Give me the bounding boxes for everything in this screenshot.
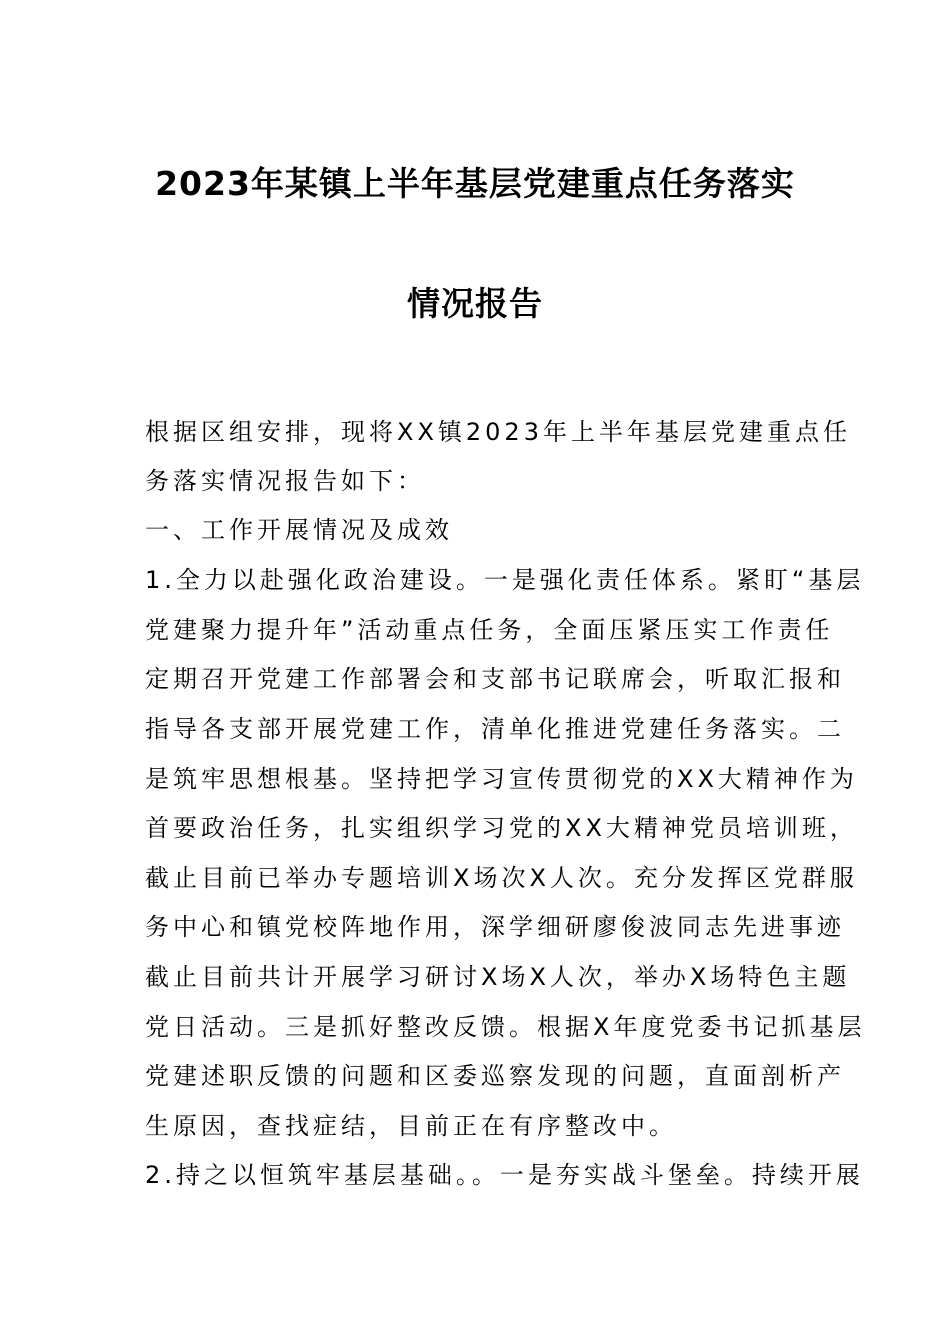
section-heading-1: 一、工作开展情况及成效 — [145, 516, 453, 544]
body-line-16: 2.持之以恒筑牢基层基础。。一是夯实战斗堡垒。持续开展 — [145, 1161, 864, 1189]
body-line-7: 指导各支部开展党建工作，清单化推进党建任务落实。二 — [145, 715, 845, 743]
body-line-11: 务中心和镇党校阵地作用，深学细研廖俊波同志先进事迹 — [145, 913, 845, 941]
body-line-10: 截止目前已举办专题培训X场次X人次。充分发挥区党群服 — [145, 864, 858, 892]
body-line-12: 截止目前共计开展学习研讨X场X人次，举办X场特色主题 — [145, 963, 851, 991]
body-line-8: 是筑牢思想根基。坚持把学习宣传贯彻党的XX大精神作为 — [145, 765, 858, 793]
body-line-15: 生原因，查找症结，目前正在有序整改中。 — [145, 1112, 677, 1140]
body-line-9: 首要政治任务，扎实组织学习党的XX大精神党员培训班， — [145, 814, 858, 842]
body-line-13: 党日活动。三是抓好整改反馈。根据X年度党委书记抓基层 — [145, 1013, 866, 1041]
document-title-line-2: 情况报告 — [407, 284, 543, 323]
body-line-4: 1.全力以赴强化政治建设。一是强化责任体系。紧盯“基层 — [145, 566, 865, 594]
body-line-1: 根据区组安排，现将XX镇2023年上半年基层党建重点任 — [145, 418, 851, 446]
body-line-6: 定期召开党建工作部署会和支部书记联席会，听取汇报和 — [145, 665, 845, 693]
body-line-14: 党建述职反馈的问题和区委巡察发现的问题，直面剖析产 — [145, 1062, 845, 1090]
document-title-line-1: 2023年某镇上半年基层党建重点任务落实 — [155, 164, 795, 203]
body-line-5: 党建聚力提升年”活动重点任务，全面压紧压实工作责任 — [145, 616, 834, 644]
body-line-2: 务落实情况报告如下： — [145, 467, 425, 495]
